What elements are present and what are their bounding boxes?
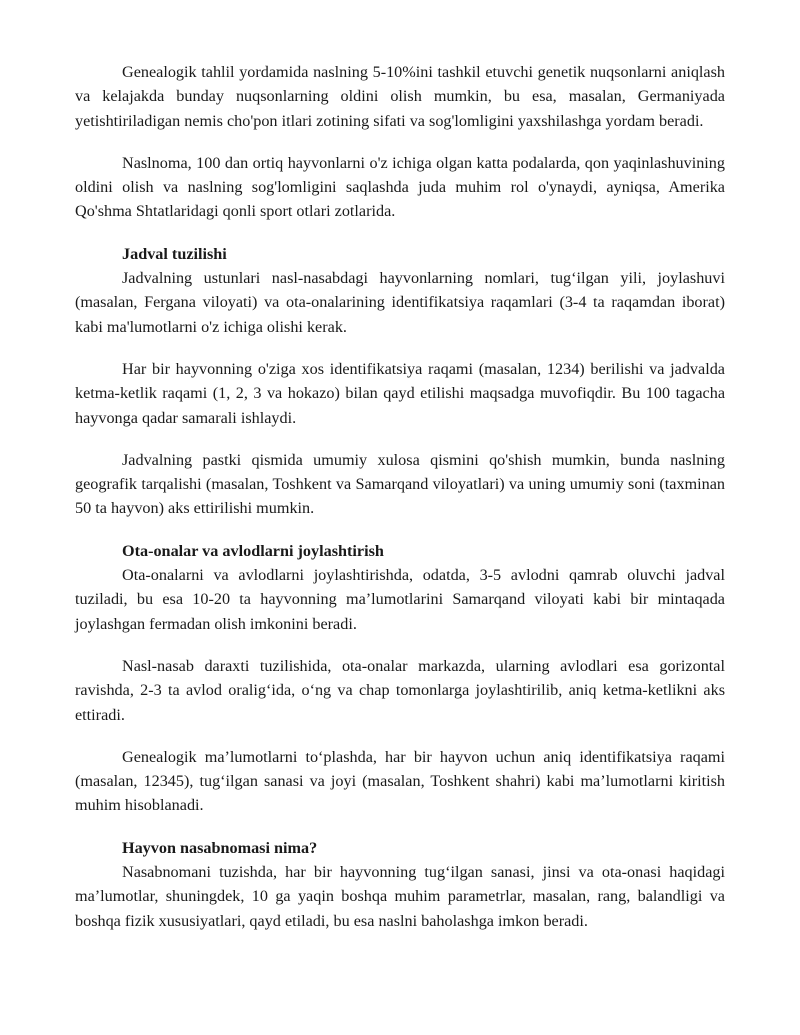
paragraph-pedigree-tree: Nasl-nasab daraxti tuzilishida, ota-onalar markazda, ularning avlodlari esa gorizontal ravishda, 2-3 ta avlod oralig‘ida, o‘ng va chap tomonlarga joylashtirilib, aniq ketma-ketlikni aks ettiradi. bbox=[75, 656, 725, 724]
paragraph-pedigree-compilation: Nasabnomani tuzishda, har bir hayvonning tug‘ilgan sanasi, jinsi va ota-onasi haqidagi ma’lumotlar, shuningdek, 10 ga yaqin boshqa muhim parametrlar, masalan, rang, balandligi va boshqa fizik xususiyatlari, qayd etiladi, bu esa naslni baholashga imkon beradi. bbox=[75, 863, 725, 930]
paragraph-genetic-analysis: Genealogik tahlil yordamida naslning 5-10%ini tashkil etuvchi genetik nuqsonlarni aniqlash va kelajakda bunday nuqsonlarning oldini olish mumkin, bu esa, masalan, Germaniyada yetishtiriladigan nemis cho'pon itlari zotining sifati va sog'lomligini yaxshilashga yordam beradi. bbox=[75, 63, 725, 130]
heading-table-structure: Jadval tuzilishi bbox=[122, 244, 227, 263]
heading-parents-offspring: Ota-onalar va avlodlarni joylashtirish bbox=[122, 541, 384, 560]
paragraph-data-collection: Genealogik ma’lumotlarni to‘plashda, har bir hayvon uchun aniq identifikatsiya raqami (masalan, 12345), tug‘ilgan sanasi va joyi (masalan, Toshkent shahri) kabi ma’lumotlarni kiritish muhim hisoblanadi. bbox=[75, 747, 725, 815]
heading-what-is-pedigree: Hayvon nasabnomasi nima? bbox=[122, 838, 318, 857]
paragraph-table-columns: Jadvalning ustunlari nasl-nasabdagi hayvonlarning nomlari, tug‘ilgan yili, joylashuvi (masalan, Fergana viloyati) va ota-onalarining identifikatsiya raqamlari (3-4 ta raqamdan iborat) kabi ma'lumotlarni o'z ichiga olishi kerak. bbox=[75, 269, 725, 336]
paragraph-generations-table: Ota-onalarni va avlodlarni joylashtirishda, odatda, 3-5 avlodni qamrab oluvchi jadval tuziladi, bu esa 10-20 ta hayvonning ma’lumotlarini Samarqand viloyati kabi bir mintaqada joylashgan fermadan olish imkonini beradi. bbox=[75, 566, 725, 633]
paragraph-identification-numbers: Har bir hayvonning o'ziga xos identifikatsiya raqami (masalan, 1234) berilishi va jadvalda ketma-ketlik raqami (1, 2, 3 va hokazo) bilan qayd etilishi maqsadga muvofiqdir. Bu 100 tagacha hayvonga qadar samarali ishlaydi. bbox=[75, 359, 725, 427]
paragraph-pedigree-herds: Naslnoma, 100 dan ortiq hayvonlarni o'z ichiga olgan katta podalarda, qon yaqinlashuvining oldini olish va naslning sog'lomligini saqlashda juda muhim rol o'ynaydi, ayniqsa, Amerika Qo'shma Shtatlaridagi qonli sport otlari zotlarida. bbox=[75, 153, 725, 221]
document-page bbox=[75, 60, 725, 933]
paragraph-table-summary: Jadvalning pastki qismida umumiy xulosa qismini qo'shish mumkin, bunda naslning geografik tarqalishi (masalan, Toshkent va Samarqand viloyatlari) va uning umumiy soni (taxminan 50 ta hayvon) aks ettirilishi mumkin. bbox=[75, 450, 725, 518]
